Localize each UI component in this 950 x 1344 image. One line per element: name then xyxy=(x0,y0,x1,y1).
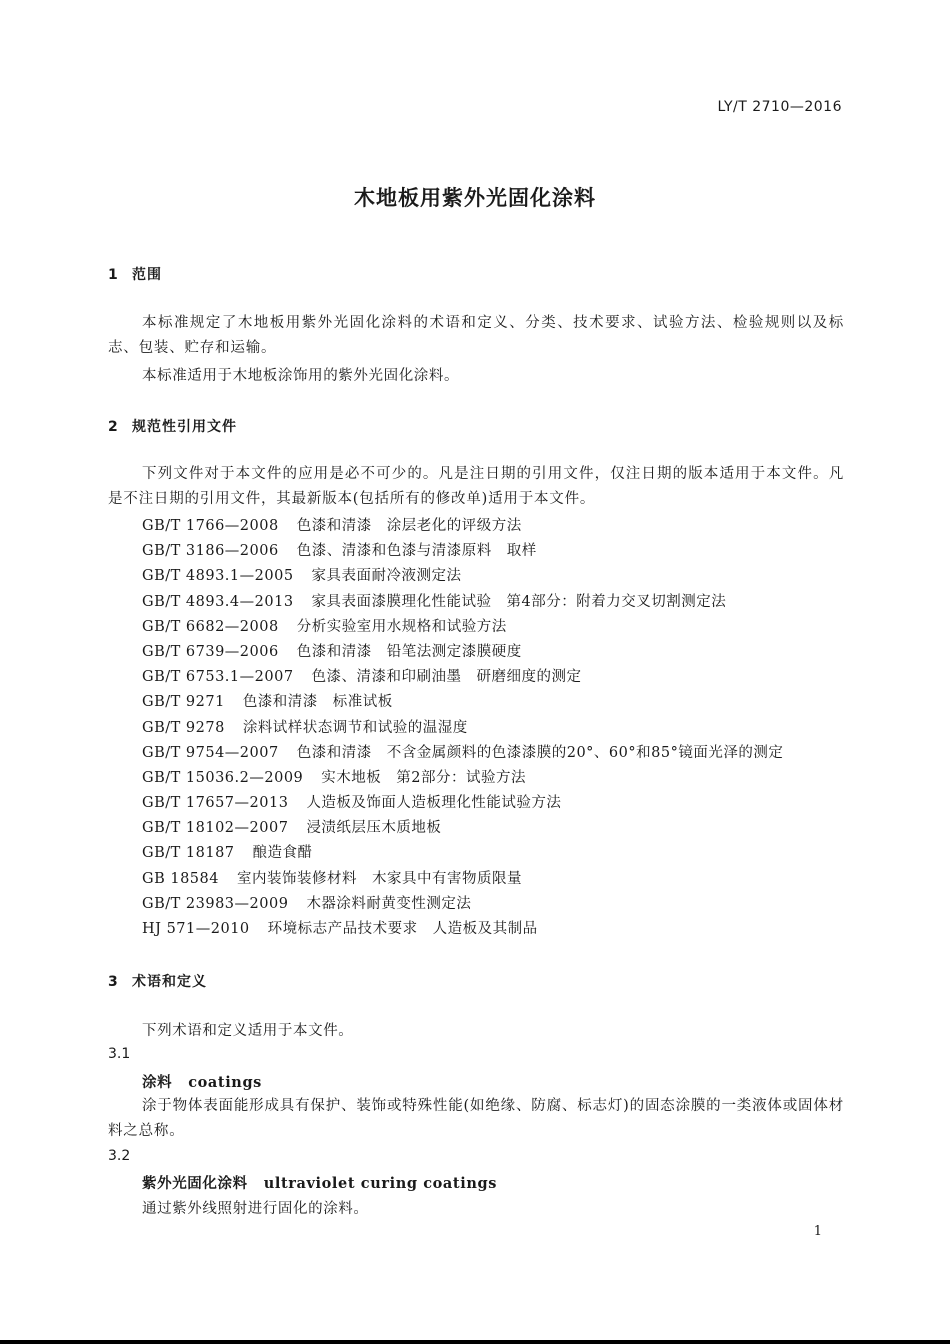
reference-title: 木器涂料耐黄变性测定法 xyxy=(306,895,472,912)
section-number: 1 xyxy=(108,267,119,283)
reference-item xyxy=(142,615,783,640)
term-definition: 通过紫外线照射进行固化的涂料。 xyxy=(142,1201,369,1217)
reference-code: GB/T 4893.1—2005 xyxy=(142,568,294,585)
reference-item xyxy=(142,892,783,917)
reference-code: GB/T 18102—2007 xyxy=(142,820,289,837)
term-en: ultraviolet curing coatings xyxy=(263,1175,497,1192)
reference-code: GB/T 17657—2013 xyxy=(142,795,289,812)
reference-title: 色漆和清漆 铅笔法测定漆膜硬度 xyxy=(296,643,522,660)
reference-code: GB/T 1766—2008 xyxy=(142,518,279,534)
term-en: coatings xyxy=(188,1074,262,1091)
bottom-border xyxy=(0,1340,950,1344)
reference-code: GB 18584 xyxy=(142,870,219,887)
reference-list xyxy=(142,514,783,942)
reference-item xyxy=(142,841,783,866)
reference-title: 室内装饰装修材料 木家具中有害物质限量 xyxy=(236,870,522,887)
reference-code: GB/T 9271 xyxy=(142,694,225,711)
reference-item xyxy=(142,564,783,589)
page-number: 1 xyxy=(813,1224,822,1239)
reference-title: 色漆和清漆 标准试板 xyxy=(242,694,393,711)
term-definition: 涂于物体表面能形成具有保护、装饰或特殊性能(如绝缘、防腐、标志灯)的固态涂膜的一类液体或固体材料之总称。 xyxy=(108,1098,844,1139)
reference-title: 色漆和清漆 涂层老化的评级方法 xyxy=(296,518,522,534)
reference-item xyxy=(142,917,783,942)
reference-item xyxy=(142,539,783,564)
reference-code: GB/T 9278 xyxy=(142,719,225,736)
reference-item xyxy=(142,716,783,741)
term-entry xyxy=(142,1071,262,1092)
reference-code: GB/T 23983—2009 xyxy=(142,895,289,912)
section-title: 术语和定义 xyxy=(132,974,207,990)
reference-title: 色漆、清漆和印刷油墨 研磨细度的测定 xyxy=(311,669,582,686)
terms-intro: 下列术语和定义适用于本文件。 xyxy=(142,1023,354,1039)
reference-item xyxy=(142,590,783,615)
normative-intro: 下列文件对于本文件的应用是必不可少的。凡是注日期的引用文件，仅注日期的版本适用于本文件。凡是不注日期的引用文件，其最新版本(包括所有的修改单)适用于本文件。 xyxy=(108,466,844,507)
reference-title: 色漆、清漆和色漆与清漆原料 取样 xyxy=(296,543,537,560)
reference-code: GB/T 6753.1—2007 xyxy=(142,669,294,686)
section-title: 规范性引用文件 xyxy=(132,419,237,435)
reference-item xyxy=(142,514,783,539)
reference-title: 家具表面耐冷液测定法 xyxy=(311,568,462,585)
term-zh: 紫外光固化涂料 xyxy=(142,1175,248,1192)
term-entry xyxy=(142,1172,497,1193)
scope-paragraph-2: 本标准适用于木地板涂饰用的紫外光固化涂料。 xyxy=(142,368,460,384)
reference-title: 人造板及饰面人造板理化性能试验方法 xyxy=(306,795,562,812)
reference-code: GB/T 6739—2006 xyxy=(142,643,279,660)
scope-paragraph-1: 本标准规定了木地板用紫外光固化涂料的术语和定义、分类、技术要求、试验方法、检验规则以及标志、包装、贮存和运输。 xyxy=(108,315,844,356)
reference-code: GB/T 6682—2008 xyxy=(142,618,279,635)
reference-item xyxy=(142,640,783,665)
reference-title: 涂料试样状态调节和试验的温湿度 xyxy=(242,719,468,736)
reference-item xyxy=(142,665,783,690)
reference-title: 环境标志产品技术要求 人造板及其制品 xyxy=(267,921,538,937)
section-3-heading xyxy=(108,971,207,991)
reference-code: GB/T 4893.4—2013 xyxy=(142,593,294,610)
reference-item xyxy=(142,741,783,766)
term-zh: 涂料 xyxy=(142,1074,173,1091)
document-title: 木地板用紫外光固化涂料 xyxy=(354,186,596,210)
reference-item xyxy=(142,791,783,816)
reference-title: 浸渍纸层压木质地板 xyxy=(306,820,442,837)
reference-item xyxy=(142,766,783,791)
reference-title: 实木地板 第2部分：试验方法 xyxy=(321,769,527,786)
section-2-heading xyxy=(108,416,237,436)
section-number: 3 xyxy=(108,974,119,990)
section-number: 2 xyxy=(108,419,119,435)
term-number: 3.1 xyxy=(108,1046,131,1062)
reference-title: 家具表面漆膜理化性能试验 第4部分：附着力交叉切割测定法 xyxy=(311,593,727,610)
section-title: 范围 xyxy=(132,267,162,283)
reference-title: 酿造食醋 xyxy=(252,845,313,862)
reference-item xyxy=(142,867,783,892)
reference-code: GB/T 9754—2007 xyxy=(142,744,279,761)
reference-title: 色漆和清漆 不含金属颜料的色漆漆膜的20°、60°和85°镜面光泽的测定 xyxy=(296,744,784,761)
standard-code: LY/T 2710—2016 xyxy=(717,99,842,115)
reference-code: GB/T 15036.2—2009 xyxy=(142,769,304,786)
term-number: 3.2 xyxy=(108,1148,131,1164)
reference-code: GB/T 18187 xyxy=(142,845,235,862)
reference-code: GB/T 3186—2006 xyxy=(142,543,279,560)
reference-code: HJ 571—2010 xyxy=(142,921,250,937)
reference-title: 分析实验室用水规格和试验方法 xyxy=(296,618,507,635)
section-1-heading xyxy=(108,264,162,284)
reference-item xyxy=(142,816,783,841)
reference-item xyxy=(142,690,783,715)
